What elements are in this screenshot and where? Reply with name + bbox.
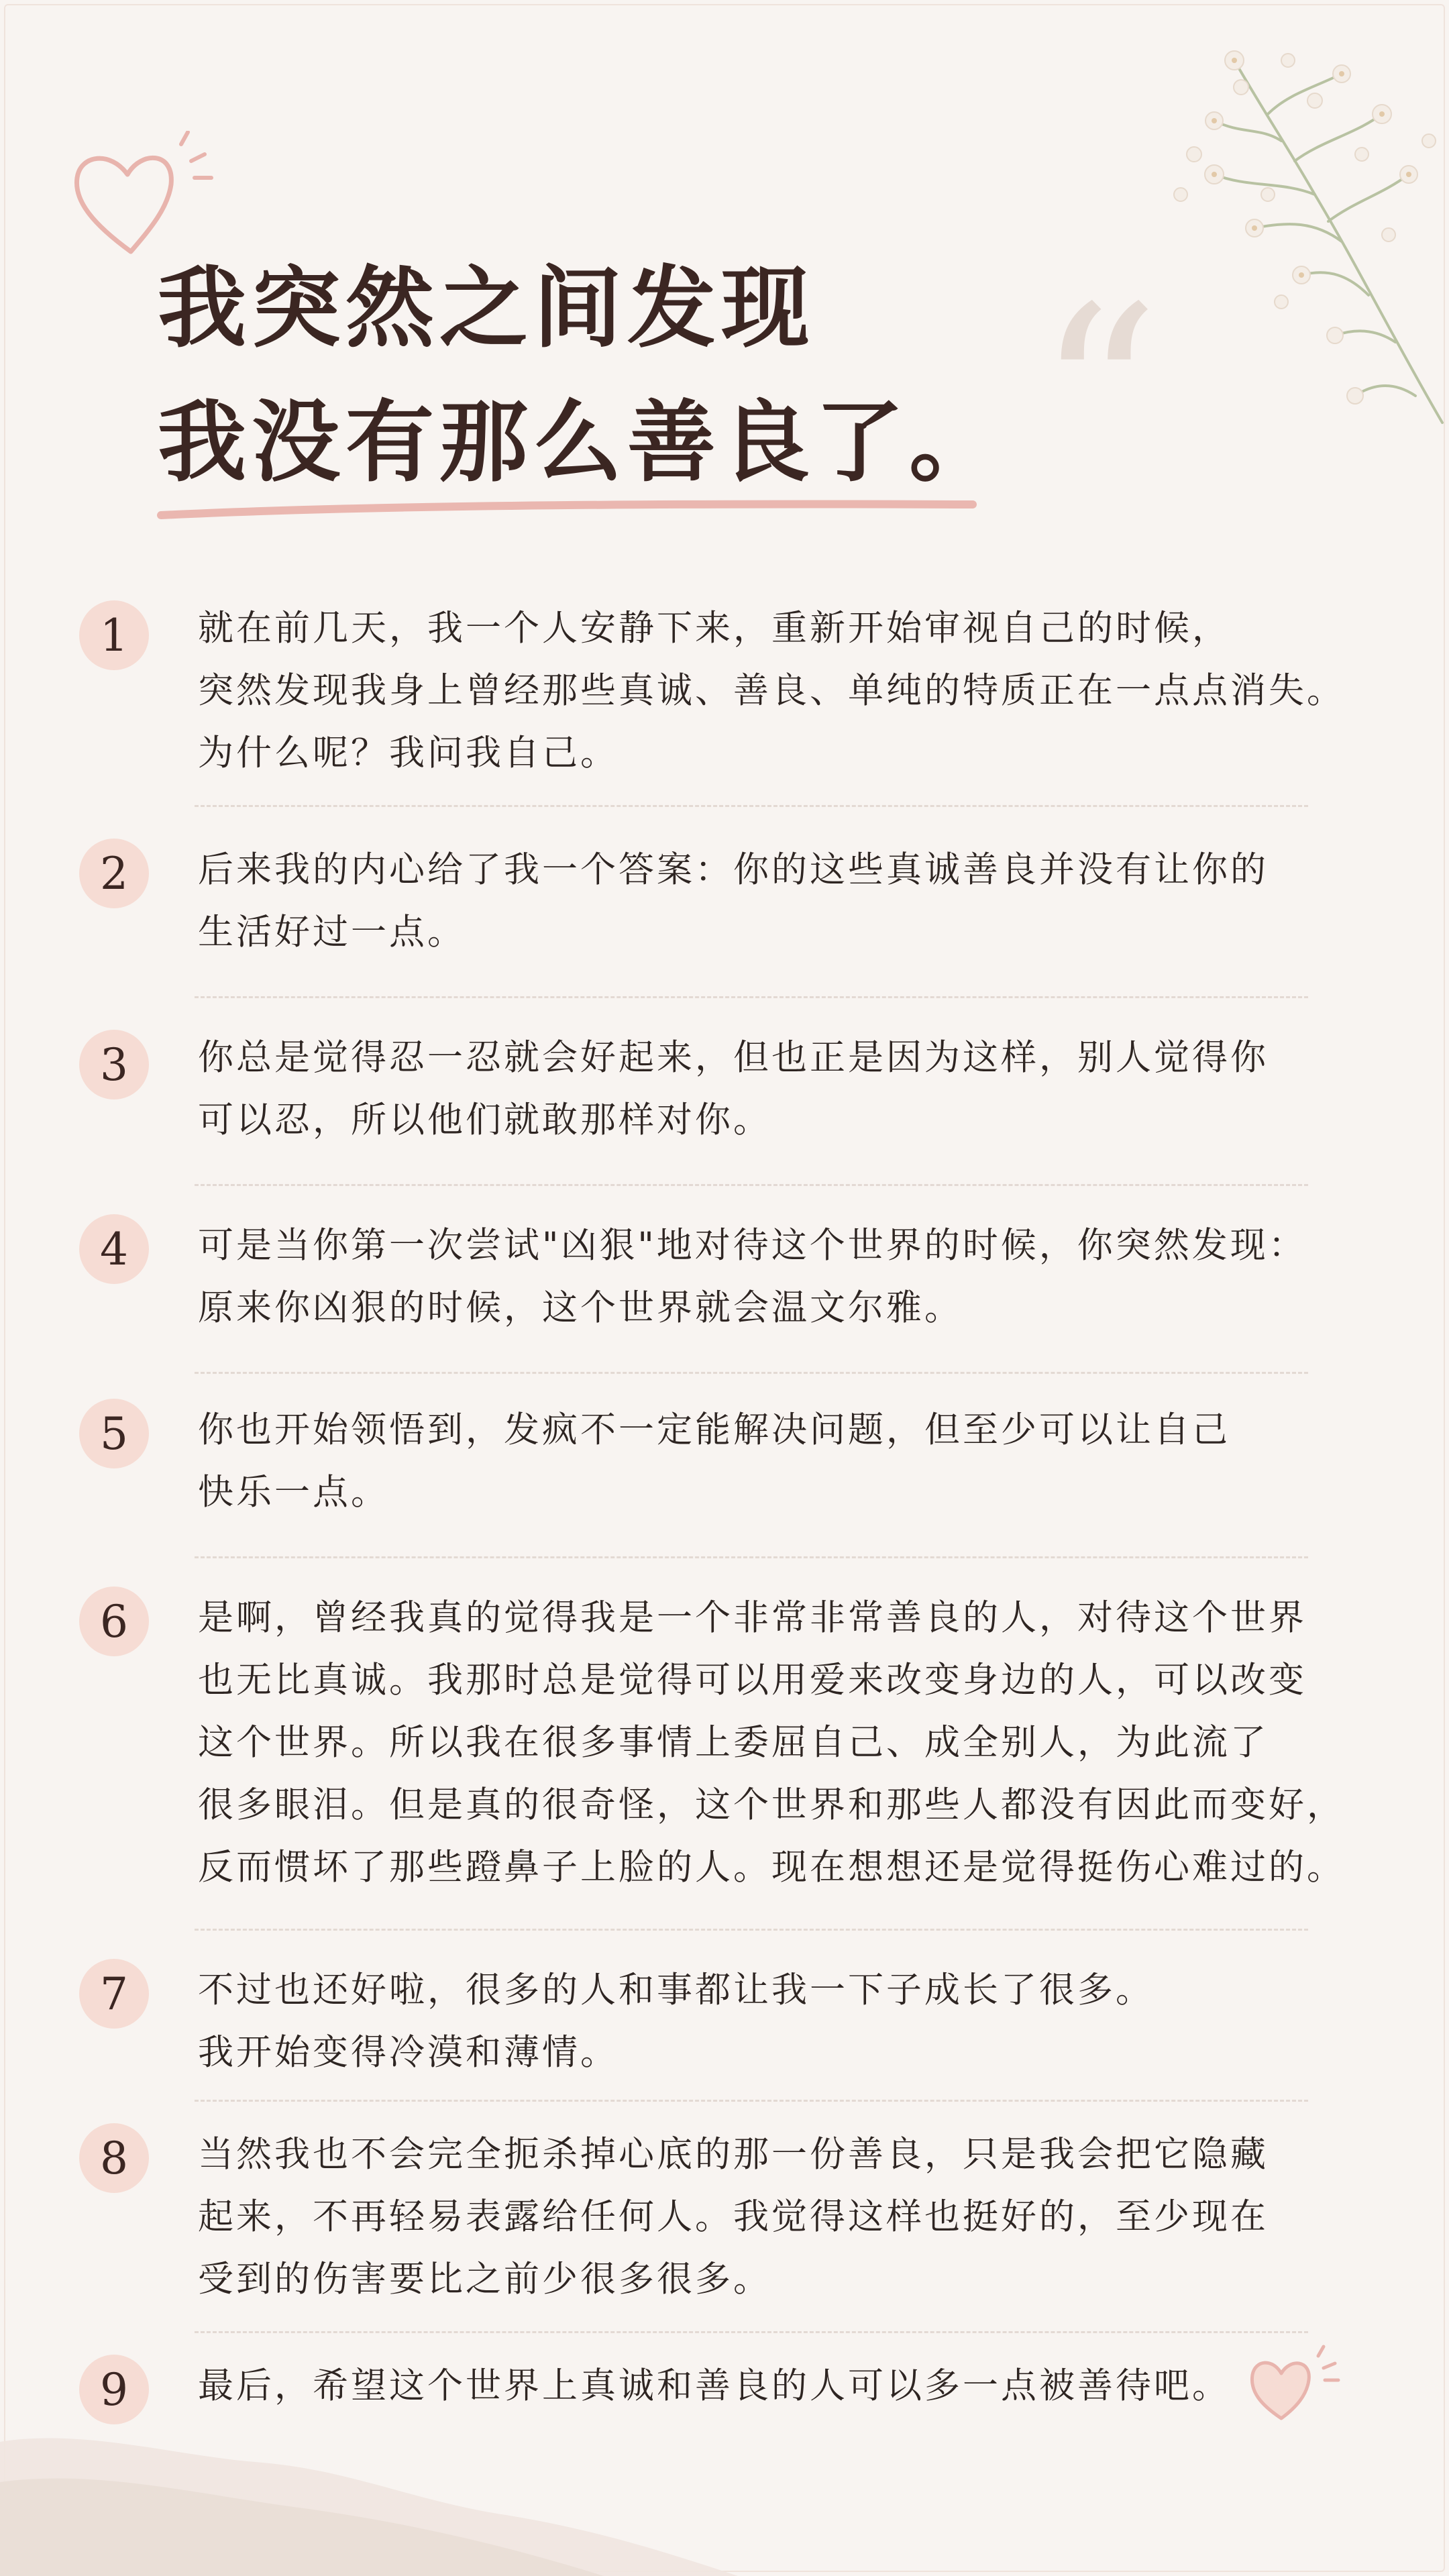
item-text: 是啊，曾经我真的觉得我是一个非常非常善良的人，对待这个世界 也无比真诚。我那时总是觉得可以用爱来改变身边的人，可以改变 这个世界。所以我在很多事情上委屈自己、成全别人，为此流了 很多眼泪。但是真的很奇怪，这个世界和那些人都没有因此而变好， 反而惯坏了那些蹬鼻子上脸的人。现在想想还是觉得挺伤心难过的。: [198, 1597, 1345, 1888]
number-badge: 8: [79, 2123, 149, 2193]
item-text: 不过也还好啦，很多的人和事都让我一下子成长了很多。 我开始变得冷漠和薄情。: [198, 1970, 1154, 2073]
title-line-2: 我没有那么善良了。: [158, 390, 1003, 494]
number-badge: 7: [79, 1959, 149, 2029]
divider: [195, 1184, 1308, 1186]
number-badge: 9: [79, 2355, 149, 2424]
item-text: 可是当你第一次尝试"凶狠"地对待这个世界的时候，你突然发现： 原来你凶狠的时候，这个世界就会温文尔雅。: [198, 1225, 1307, 1328]
page-title: [158, 241, 1164, 510]
number-badge: 3: [79, 1030, 149, 1099]
item-text: 当然我也不会完全扼杀掉心底的那一份善良，只是我会把它隐藏 起来，不再轻易表露给任何人。我觉得这样也挺好的，至少现在 受到的伤害要比之前少很多很多。: [198, 2134, 1269, 2300]
title-underline: [154, 490, 993, 530]
quote-mark-icon: “: [1036, 255, 1161, 536]
number-badge: 4: [79, 1214, 149, 1284]
divider: [195, 1556, 1308, 1558]
item-text: 最后，希望这个世界上真诚和善良的人可以多一点被善待吧。: [198, 2365, 1230, 2406]
item-text: 后来我的内心给了我一个答案：你的这些真诚善良并没有让你的 生活好过一点。: [198, 849, 1269, 953]
number-badge: 1: [79, 600, 149, 670]
number-badge: 6: [79, 1587, 149, 1656]
heart-icon: [1244, 2341, 1352, 2428]
number-badge: 2: [79, 839, 149, 908]
item-text: 你总是觉得忍一忍就会好起来，但也正是因为这样，别人觉得你 可以忍，所以他们就敢那样对你。: [198, 1037, 1269, 1140]
item-text: 就在前几天，我一个人安静下来，重新开始审视自己的时候， 突然发现我身上曾经那些真诚、善良、单纯的特质正在一点点消失。 为什么呢？我问我自己。: [198, 608, 1345, 773]
divider: [195, 1372, 1308, 1374]
divider: [195, 2331, 1308, 2333]
watercolor-wash: [0, 2402, 738, 2576]
title-line-1: 我突然之间发现: [158, 256, 815, 360]
divider: [195, 2100, 1308, 2102]
divider: [195, 1929, 1308, 1931]
flower-branch-illustration: [1114, 20, 1449, 456]
item-text: 你也开始领悟到，发疯不一定能解决问题，但至少可以让自己 快乐一点。: [198, 1409, 1230, 1513]
number-badge: 5: [79, 1399, 149, 1468]
divider: [195, 805, 1308, 807]
divider: [195, 996, 1308, 998]
